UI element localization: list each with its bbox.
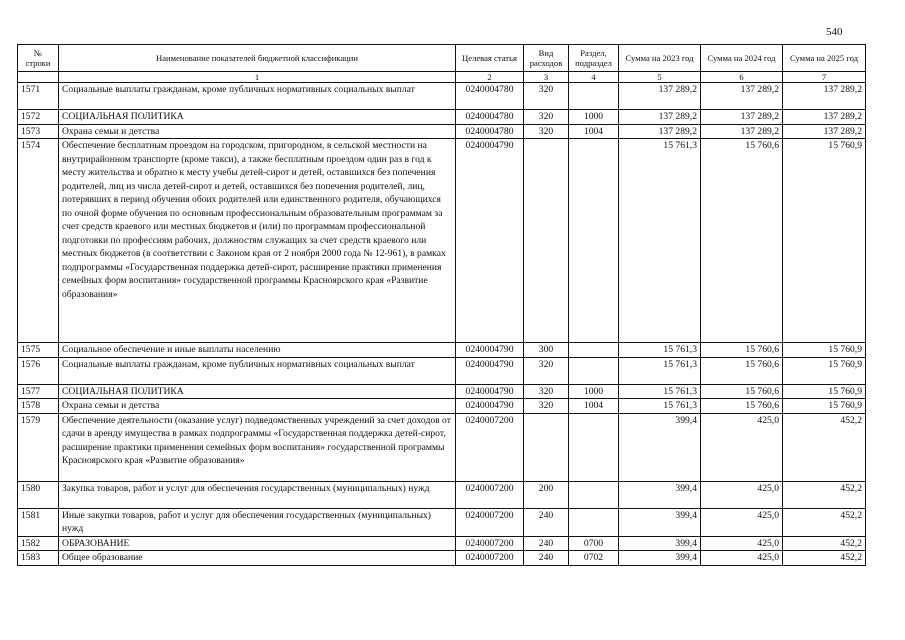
sum-2025: 137 289,2 bbox=[783, 83, 866, 110]
sum-2024: 137 289,2 bbox=[701, 110, 783, 125]
row-number: 1573 bbox=[18, 124, 59, 139]
row-number: 1582 bbox=[18, 536, 59, 551]
section-code bbox=[569, 139, 619, 343]
indicator-name: Охрана семьи и детства bbox=[59, 124, 456, 139]
header-row-number: № строки bbox=[18, 45, 59, 72]
target-item: 0240004780 bbox=[456, 124, 524, 139]
sum-2023: 137 289,2 bbox=[619, 124, 701, 139]
sum-2023: 399,4 bbox=[619, 536, 701, 551]
sum-2023: 399,4 bbox=[619, 508, 701, 536]
row-number: 1578 bbox=[18, 399, 59, 414]
sum-2024: 425,0 bbox=[701, 536, 783, 551]
sum-2023: 137 289,2 bbox=[619, 83, 701, 110]
row-number: 1576 bbox=[18, 357, 59, 384]
row-number: 1577 bbox=[18, 384, 59, 399]
sum-2025: 452,2 bbox=[783, 551, 866, 566]
target-item: 0240007200 bbox=[456, 413, 524, 481]
target-item: 0240007200 bbox=[456, 536, 524, 551]
section-code: 1004 bbox=[569, 124, 619, 139]
table-row bbox=[18, 343, 866, 358]
indicator-name: СОЦИАЛЬНАЯ ПОЛИТИКА bbox=[59, 110, 456, 125]
target-item: 0240004790 bbox=[456, 343, 524, 358]
expense-type: 320 bbox=[524, 384, 569, 399]
sum-2023: 15 761,3 bbox=[619, 399, 701, 414]
expense-type bbox=[524, 413, 569, 481]
target-item: 0240004790 bbox=[456, 357, 524, 384]
expense-type: 320 bbox=[524, 83, 569, 110]
expense-type: 300 bbox=[524, 343, 569, 358]
row-number: 1574 bbox=[18, 139, 59, 343]
sum-2024: 15 760,6 bbox=[701, 343, 783, 358]
expense-type: 200 bbox=[524, 481, 569, 508]
target-item: 0240004790 bbox=[456, 139, 524, 343]
table-row bbox=[18, 536, 866, 551]
section-code bbox=[569, 481, 619, 508]
table-row bbox=[18, 508, 866, 536]
indicator-name: Иные закупки товаров, работ и услуг для обеспечения государственных (муниципальных) нужд bbox=[59, 508, 456, 536]
table-row bbox=[18, 357, 866, 384]
expense-type: 320 bbox=[524, 399, 569, 414]
sum-2024: 15 760,6 bbox=[701, 384, 783, 399]
sum-2023: 137 289,2 bbox=[619, 110, 701, 125]
expense-type: 320 bbox=[524, 110, 569, 125]
sum-2023: 15 761,3 bbox=[619, 357, 701, 384]
indicator-name: Обеспечение бесплатным проездом на городском, пригородном, в сельской местности на внутрирайонном транспорте (кроме такси), а также бесплатным проездом один раз в год к месту жительства и обратно к месту учебы детей-сирот и детей, оставшихся без попечения родителей, лиц из числа детей-сирот и детей, оставшихся без попечения родителей, лиц, потерявших в период обучения обоих родителей или единственного родителя, обучающихся по очной форме обучения по основным профессиональным образовательным программам за счет средств краевого или местных бюджетов и (или) по программам профессиональной подготовки по профессиям рабочих, должностям служащих за счет средств краевого или местных бюджетов (в соответствии с Законом края от 2 ноября 2000 года № 12-961), в рамках подпрограммы «Государственная поддержка детей-сирот, расширение практики применения семейных форм воспитания» государственной программы Красноярского края «Развитие образования» bbox=[59, 139, 456, 343]
table-row bbox=[18, 124, 866, 139]
section-code: 1000 bbox=[569, 384, 619, 399]
header-sum-2025: Сумма на 2025 год bbox=[783, 45, 866, 72]
expense-type: 240 bbox=[524, 551, 569, 566]
sum-2024: 15 760,6 bbox=[701, 399, 783, 414]
section-code: 1000 bbox=[569, 110, 619, 125]
sum-2024: 137 289,2 bbox=[701, 124, 783, 139]
column-number: 4 bbox=[569, 72, 619, 83]
sum-2024: 137 289,2 bbox=[701, 83, 783, 110]
sum-2024: 425,0 bbox=[701, 413, 783, 481]
sum-2023: 399,4 bbox=[619, 551, 701, 566]
sum-2023: 399,4 bbox=[619, 413, 701, 481]
target-item: 0240007200 bbox=[456, 508, 524, 536]
table-body bbox=[18, 83, 866, 566]
sum-2025: 15 760,9 bbox=[783, 384, 866, 399]
indicator-name: Общее образование bbox=[59, 551, 456, 566]
sum-2025: 452,2 bbox=[783, 481, 866, 508]
section-code bbox=[569, 83, 619, 110]
sum-2024: 15 760,6 bbox=[701, 357, 783, 384]
sum-2024: 425,0 bbox=[701, 481, 783, 508]
indicator-name: Обеспечение деятельности (оказание услуг) подведомственных учреждений за счет доходов от сдачи в аренду имущества в рамках подпрограммы «Государственная поддержка детей-сирот, расширение практики применения семейных форм воспитания» государственной программы Красноярского края «Развитие образования» bbox=[59, 413, 456, 481]
expense-type bbox=[524, 139, 569, 343]
table-row bbox=[18, 110, 866, 125]
sum-2025: 15 760,9 bbox=[783, 139, 866, 343]
indicator-name: Социальные выплаты гражданам, кроме публичных нормативных социальных выплат bbox=[59, 83, 456, 110]
indicator-name: Закупка товаров, работ и услуг для обеспечения государственных (муниципальных) нужд bbox=[59, 481, 456, 508]
table-row bbox=[18, 413, 866, 481]
page-number: 540 bbox=[826, 26, 843, 38]
indicator-name: СОЦИАЛЬНАЯ ПОЛИТИКА bbox=[59, 384, 456, 399]
sum-2025: 15 760,9 bbox=[783, 343, 866, 358]
indicator-name: ОБРАЗОВАНИЕ bbox=[59, 536, 456, 551]
row-number: 1581 bbox=[18, 508, 59, 536]
sum-2025: 137 289,2 bbox=[783, 110, 866, 125]
column-number: 1 bbox=[59, 72, 456, 83]
header-sum-2024: Сумма на 2024 год bbox=[701, 45, 783, 72]
target-item: 0240007200 bbox=[456, 481, 524, 508]
table-row bbox=[18, 399, 866, 414]
section-code bbox=[569, 413, 619, 481]
section-code: 0702 bbox=[569, 551, 619, 566]
row-number: 1572 bbox=[18, 110, 59, 125]
target-item: 0240004780 bbox=[456, 83, 524, 110]
sum-2023: 15 761,3 bbox=[619, 139, 701, 343]
sum-2024: 425,0 bbox=[701, 551, 783, 566]
section-code bbox=[569, 357, 619, 384]
sum-2025: 452,2 bbox=[783, 508, 866, 536]
table-row bbox=[18, 551, 866, 566]
sum-2025: 137 289,2 bbox=[783, 124, 866, 139]
budget-table bbox=[17, 44, 866, 566]
target-item: 0240007200 bbox=[456, 551, 524, 566]
expense-type: 320 bbox=[524, 124, 569, 139]
column-number: 2 bbox=[456, 72, 524, 83]
row-number: 1579 bbox=[18, 413, 59, 481]
expense-type: 320 bbox=[524, 357, 569, 384]
target-item: 0240004790 bbox=[456, 399, 524, 414]
column-number-row bbox=[18, 72, 866, 83]
header-row bbox=[18, 45, 866, 72]
column-number: 7 bbox=[783, 72, 866, 83]
sum-2025: 452,2 bbox=[783, 536, 866, 551]
table-row bbox=[18, 384, 866, 399]
target-item: 0240004780 bbox=[456, 110, 524, 125]
table-row bbox=[18, 481, 866, 508]
sum-2023: 15 761,3 bbox=[619, 384, 701, 399]
sum-2023: 399,4 bbox=[619, 481, 701, 508]
expense-type: 240 bbox=[524, 508, 569, 536]
target-item: 0240004790 bbox=[456, 384, 524, 399]
header-section: Раздел, подраздел bbox=[569, 45, 619, 72]
header-expense-type: Вид расходов bbox=[524, 45, 569, 72]
sum-2025: 15 760,9 bbox=[783, 399, 866, 414]
row-number: 1575 bbox=[18, 343, 59, 358]
indicator-name: Социальное обеспечение и иные выплаты населению bbox=[59, 343, 456, 358]
row-number: 1571 bbox=[18, 83, 59, 110]
section-code: 1004 bbox=[569, 399, 619, 414]
column-number: 3 bbox=[524, 72, 569, 83]
row-number: 1583 bbox=[18, 551, 59, 566]
sum-2025: 15 760,9 bbox=[783, 357, 866, 384]
column-number bbox=[18, 72, 59, 83]
column-number: 6 bbox=[701, 72, 783, 83]
table-row bbox=[18, 139, 866, 343]
section-code bbox=[569, 508, 619, 536]
section-code: 0700 bbox=[569, 536, 619, 551]
header-sum-2023: Сумма на 2023 год bbox=[619, 45, 701, 72]
section-code bbox=[569, 343, 619, 358]
sum-2024: 425,0 bbox=[701, 508, 783, 536]
indicator-name: Социальные выплаты гражданам, кроме публичных нормативных социальных выплат bbox=[59, 357, 456, 384]
sum-2023: 15 761,3 bbox=[619, 343, 701, 358]
table-row bbox=[18, 83, 866, 110]
header-target-item: Целевая статья bbox=[456, 45, 524, 72]
expense-type: 240 bbox=[524, 536, 569, 551]
header-indicator-name: Наименование показателей бюджетной классификации bbox=[59, 45, 456, 72]
indicator-name: Охрана семьи и детства bbox=[59, 399, 456, 414]
column-number: 5 bbox=[619, 72, 701, 83]
row-number: 1580 bbox=[18, 481, 59, 508]
sum-2024: 15 760,6 bbox=[701, 139, 783, 343]
sum-2025: 452,2 bbox=[783, 413, 866, 481]
